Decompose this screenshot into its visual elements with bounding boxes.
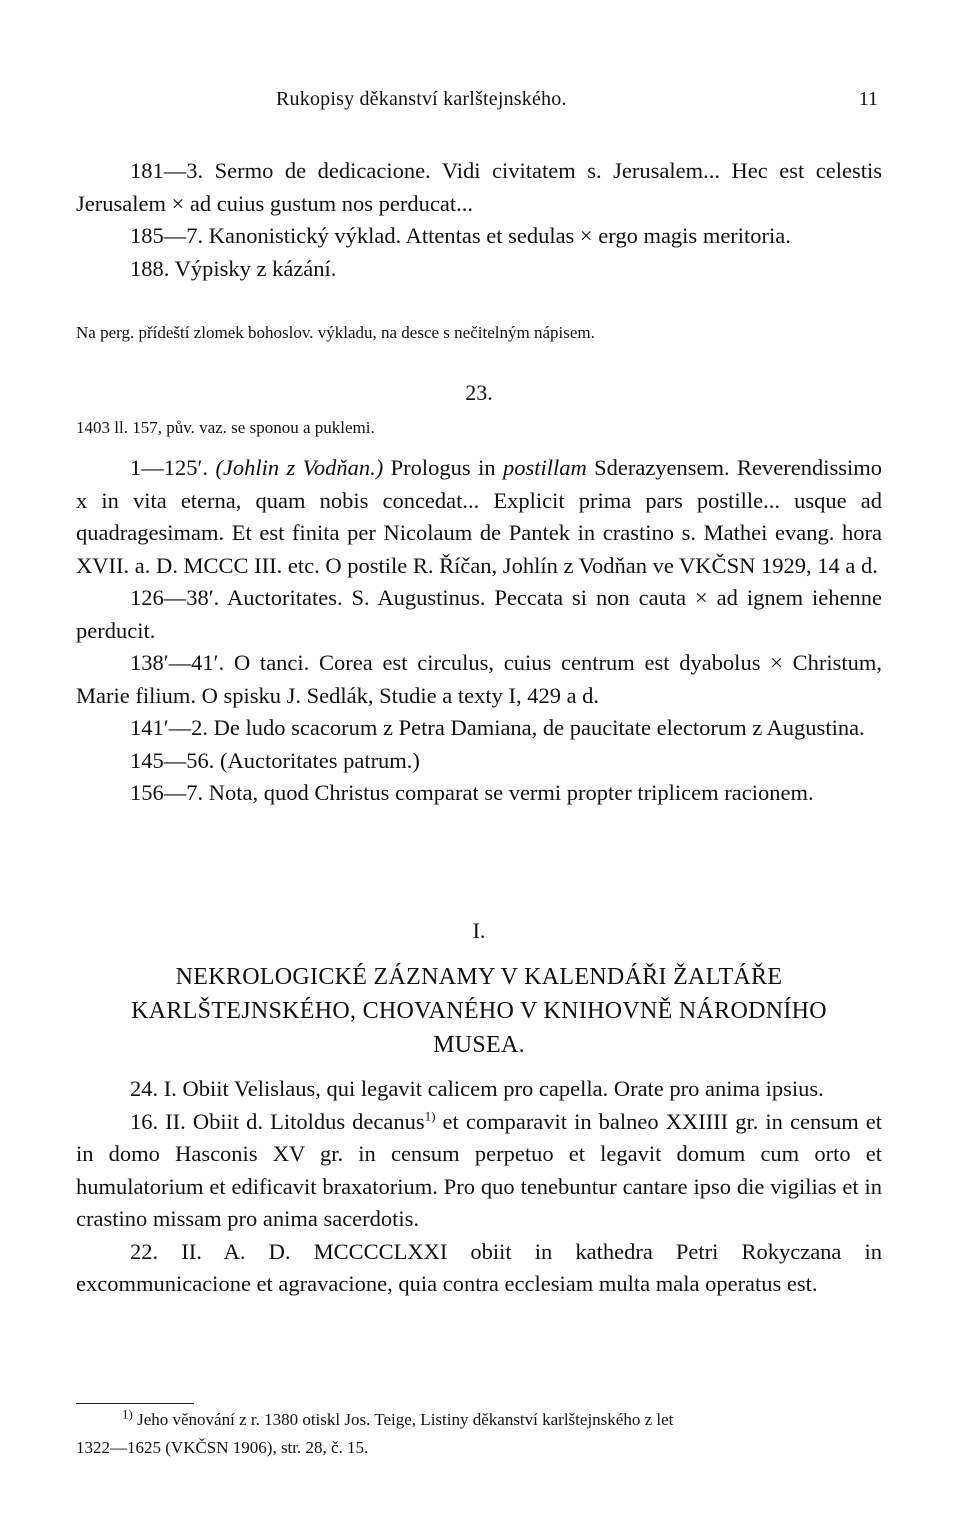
item-description: 1403 ll. 157, pův. vaz. se sponou a puklemi.	[76, 418, 375, 437]
entry-text: 16. II. Obiit d. Litoldus decanus	[130, 1108, 425, 1134]
item-number: 23.	[465, 380, 493, 405]
entry-text-rest: et comparavit in balneo XXIIII gr. in censum et in domo Hasconis XV gr. in censum perpetuo et legavit domum cum orto et humulatorium et edificavit braxatorium. Pro quo tenebuntur cantare ipso die vigilias et in crastino missam pro anima sacerdotis.	[76, 1108, 883, 1231]
footnote-text: Jeho věnování z r. 1380 otiskl Jos. Teige, Listiny děkanství karlštejnského z let	[132, 1410, 674, 1429]
entry-141: 141′—2. De ludo scacorum z Petra Damiana, de paucitate electorum z Augustina.	[130, 715, 865, 740]
footnote-rule	[76, 1403, 194, 1404]
header-title: Rukopisy děkanství karlštejnského.	[276, 88, 567, 110]
necrology-entry: 24. I. Obiit Velislaus, qui legavit calicem pro capella. Orate pro anima ipsius.	[130, 1076, 824, 1101]
entry-188: 188. Výpisky z kázání.	[130, 255, 337, 281]
entry-author: (Johlin z Vodňan.)	[215, 455, 384, 480]
entries-block-2	[76, 452, 882, 810]
heading-line: MUSEA.	[433, 1032, 525, 1058]
entries-block-3	[76, 1073, 882, 1301]
running-header	[76, 88, 882, 118]
entry-italic-word: postillam	[502, 455, 587, 480]
footnote-ref: 1)	[424, 1108, 436, 1123]
section-heading	[76, 960, 882, 1062]
entry-1-125	[76, 452, 882, 582]
footnote-line	[76, 1406, 882, 1434]
heading-line: NEKROLOGICKÉ ZÁZNAMY V KALENDÁŘI ŽALTÁŘE	[175, 964, 783, 990]
entry-156: 156—7. Nota, quod Christus comparat se vermi propter triplicem racionem.	[130, 780, 814, 805]
entry-138: 138′—41′. O tanci. Corea est circulus, cuius centrum est dyabolus × Christum, Marie filium. O spisku J. Sedlák, Studie a texty I, 429 a d.	[76, 650, 882, 708]
entry-text: Prologus in	[383, 455, 503, 480]
entry-181: 181—3. Sermo de dedicacione. Vidi civitatem s. Jerusalem... Hec est celestis Jerusalem × ad cuius gustum nos perducat...	[76, 158, 882, 216]
necrology-entry	[76, 1106, 882, 1236]
entry-185: 185—7. Kanonistický výklad. Attentas et sedulas × ergo magis meritoria.	[130, 223, 791, 248]
entry-126: 126—38′. Auctoritates. S. Augustinus. Peccata si non cauta × ad ignem iehenne perducit.	[76, 585, 882, 643]
footnote-line: 1322—1625 (VKČSN 1906), str. 28, č. 15.	[76, 1438, 369, 1457]
entry-prefix: 1—125′.	[130, 455, 209, 480]
footnote	[76, 1406, 882, 1462]
necrology-entry: 22. II. A. D. MCCCCLXXI obiit in kathedra Petri Rokyczana in excommunicacione et agravacione, quia contra ecclesiam multa mala operatus est.	[76, 1238, 882, 1296]
section-number: I.	[472, 918, 486, 943]
entry-text-rest: Sderazyensem. Reverendissimo x in vita eterna, quam nobis concedat... Explicit prima pars postille... usque ad quadragesimam. Et est finita per Nicolaum de Pantek in crastino s. Mathei evang. hora XVII. a. D. MCCC III. etc. O postile R. Říčan, Johlín z Vodňan ve VKČSN 1929, 14 a d.	[76, 455, 883, 578]
entry-145: 145—56. (Auctoritates patrum.)	[130, 747, 420, 773]
entries-block-1	[76, 155, 882, 285]
footnote-marker: 1)	[122, 1406, 133, 1422]
heading-line: KARLŠTEJNSKÉHO, CHOVANÉHO V KNIHOVNĚ NÁRODNÍHO	[131, 998, 827, 1024]
page-number: 11	[858, 88, 878, 110]
binding-note: Na perg. přídeští zlomek bohoslov. výkladu, na desce s nečitelným nápisem.	[76, 323, 595, 342]
